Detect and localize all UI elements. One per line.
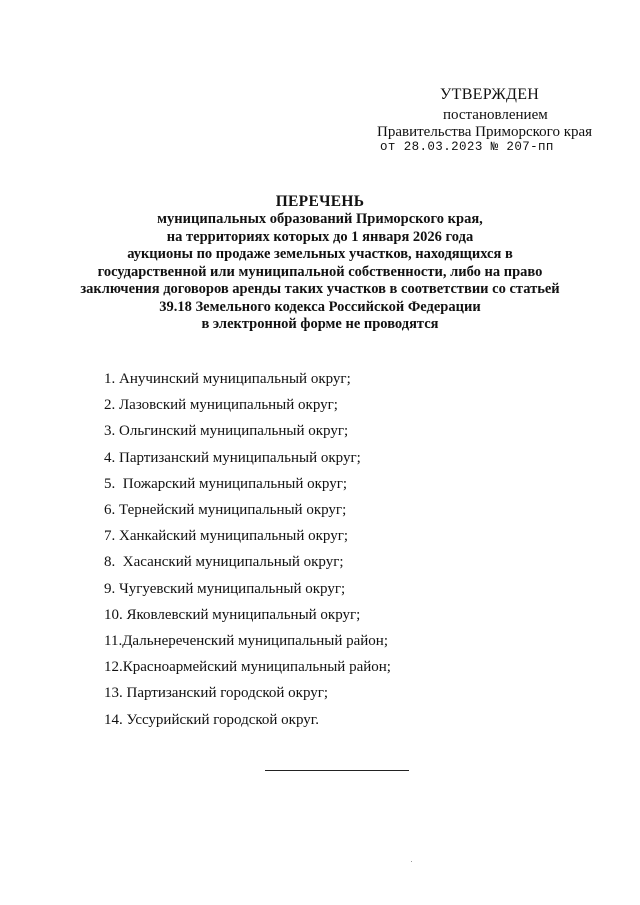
heading-line: в электронной форме не проводятся — [201, 316, 439, 332]
item-text: Анучинский муниципальный округ; — [119, 371, 351, 387]
item-number: 6. — [104, 502, 116, 519]
list-item — [104, 366, 391, 392]
item-number: 11. — [104, 633, 123, 650]
list-item — [104, 418, 391, 444]
item-text: Дальнереченский муниципальный район; — [122, 633, 389, 650]
item-text: Хасанский муниципальный округ; — [122, 554, 344, 571]
item-number: 7. — [104, 528, 116, 545]
list-item — [104, 707, 391, 733]
item-number: 3. — [104, 423, 116, 440]
item-text: Пожарский муниципальный округ; — [122, 475, 348, 492]
item-number: 9. — [104, 580, 116, 597]
item-text: Тернейский муниципальный округ; — [119, 502, 347, 519]
list-item — [104, 471, 391, 497]
item-text: Ханкайский муниципальный округ; — [119, 528, 349, 545]
item-number: 14. — [104, 711, 123, 728]
document-title: ПЕРЕЧЕНЬ — [275, 193, 365, 210]
heading-line: заключения договоров аренды таких участков в соответствии со статьей — [80, 281, 560, 297]
list-item — [104, 680, 391, 706]
list-item — [104, 576, 391, 602]
list-item — [104, 549, 391, 575]
list-item — [104, 445, 391, 471]
heading-line: государственной или муниципальной собственности, либо на право — [97, 263, 543, 280]
list-item — [104, 628, 391, 654]
heading-line: аукционы по продаже земельных участков, находящихся в — [127, 246, 513, 262]
item-text: Партизанский муниципальный округ; — [119, 449, 361, 466]
item-text: Лазовский муниципальный округ; — [119, 397, 338, 414]
item-text: Чугуевский муниципальный округ; — [119, 580, 346, 597]
document-heading — [60, 193, 580, 334]
closing-rule — [265, 770, 409, 771]
item-number: 13. — [104, 685, 123, 702]
list-item — [104, 602, 391, 628]
list-item — [104, 523, 391, 549]
item-text: Уссурийский городской округ. — [126, 711, 319, 728]
approval-title: УТВЕРЖДЕН — [440, 86, 540, 103]
item-text: Яковлевский муниципальный округ; — [126, 606, 361, 623]
list-item — [104, 392, 391, 418]
item-number: 4. — [104, 449, 116, 466]
heading-line: 39.18 Земельного кодекса Российской Федерации — [159, 298, 481, 315]
item-number: 10. — [104, 606, 123, 623]
scan-speck — [411, 861, 412, 862]
item-text: Ольгинский муниципальный округ; — [119, 423, 349, 440]
item-text: Красноармейский муниципальный район; — [122, 659, 391, 676]
item-text: Партизанский городской округ; — [126, 685, 329, 702]
heading-line: на территориях которых до 1 января 2026 года — [166, 228, 474, 245]
item-number: 1. — [104, 371, 116, 387]
municipalities-list — [104, 366, 391, 733]
heading-line: муниципальных образований Приморского края, — [157, 211, 483, 227]
list-item — [104, 654, 391, 680]
item-number: 8. — [104, 554, 116, 571]
item-number: 5. — [104, 475, 116, 492]
item-number: 2. — [104, 397, 116, 414]
list-item — [104, 497, 391, 523]
approval-by: постановлением — [443, 107, 548, 123]
approval-date-number: от 28.03.2023 № 207-пп — [380, 140, 554, 154]
item-number: 12. — [104, 659, 123, 676]
approval-authority: Правительства Приморского края — [377, 124, 593, 140]
